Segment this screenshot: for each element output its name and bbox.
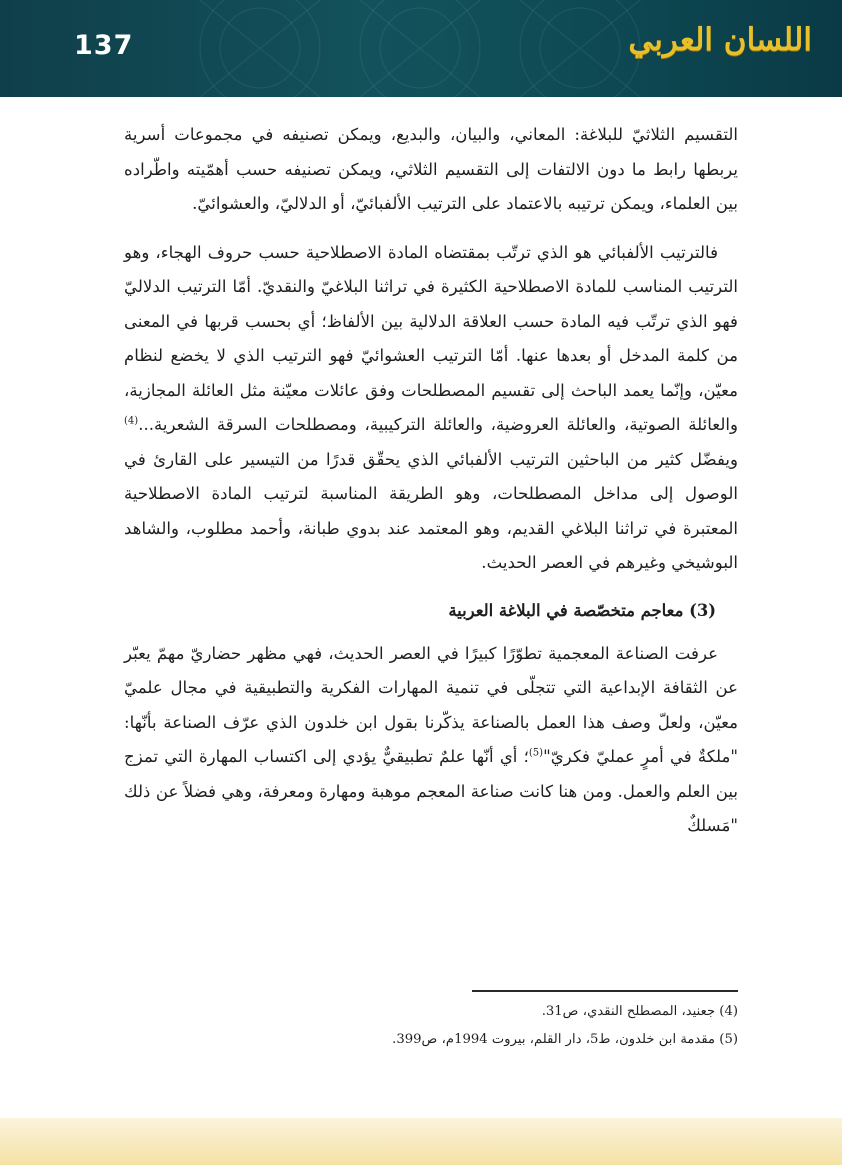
paragraph-lexicography-cont: ؛ أي أنّها علمٌ تطبيقيٌّ يؤدي إلى اكتساب المهارة التي تمزج بين العلم والعمل. ومن هنا كانت صناعة المعجم موهبة ومهارة ومعرفة، وهي فضلاً عن ذلك "مَسلكٌ [124,747,738,835]
footnote-4: (4) جعنيد، المصطلح النقدي، ص31. [541,1004,738,1019]
paragraph-lexicography-text: عرفت الصناعة المعجمية تطوّرًا كبيرًا في العصر الحديث، فهي مظهر حضاريّ مهمّ يعبّر عن الثقافة الإبداعية التي تتجلّى في تنمية المهارات الفكرية والتطبيقية في مجال علميّ معيّن، ولعلّ وصف هذا العمل بالصناعة يذكّرنا بقول ابن خلدون الذي عرّف الصناعة بأنّها: "ملكةٌ في أمرٍ عمليّ فكريّ" [124,643,738,766]
paragraph-ordering-text: فالترتيب الألفبائي هو الذي ترتّب بمقتضاه المادة الاصطلاحية حسب حروف الهجاء، وهو الترتيب المناسب للمادة الاصطلاحية الكثيرة في تراثنا البلاغيّ والنقديّ. أمّا الترتيب الدلاليّ فهو الذي ترتّب فيه المادة حسب العلاقة الدلالية بين الألفاظ؛ أي بحسب قربها في المعنى من كلمة المدخل أو بعدها عنها. أمّا الترتيب العشوائيّ فهو الترتيب الذي لا يخضع لنظام معيّن، وإنّما يعمد الباحث إلى تقسيم المصطلحات وفق عائلات معيّنة مثل العائلة المجازية، والعائلة الصوتية، والعائلة العروضية، والعائلة التركيبية، ومصطلحات السرقة الشعرية... [124,242,738,434]
page-header [0,0,842,97]
footnote-divider [472,990,738,992]
page-body [124,118,738,858]
paragraph-ordering [124,236,738,581]
footnote-ref-4[interactable]: (4) [124,415,139,427]
paragraph-lexicography [124,637,738,844]
paragraph-ordering-cont: ويفضّل كثير من الباحثين الترتيب الألفبائي الذي يحقّق قدرًا من التيسير على القارئ في الوصول إلى مداخل المصطلحات، وهو الطريقة المناسبة لترتيب المادة الاصطلاحية المعتبرة في تراثنا البلاغي القديم، وهو المعتمد عند بدوي طبانة، وأحمد مطلوب، والشاهد البوشيخي وغيرهم في العصر الحديث. [124,449,738,572]
page-number: 137 [74,30,134,61]
section-heading: (3) معاجم متخصّصة في البلاغة العربية [448,600,716,620]
footnotes [124,998,738,1054]
page-footer-band [0,1118,842,1165]
footnote-5: (5) مقدمة ابن خلدون، ط5، دار القلم، بيروت 1994م، ص399. [392,1032,738,1047]
journal-logo: اللسان العربي [628,22,812,58]
paragraph-classification: التقسيم الثلاثيّ للبلاغة: المعاني، والبيان، والبديع، ويمكن تصنيفه في مجموعات أسرية يربطها رابط ما دون الالتفات إلى التقسيم الثلاثي، ويمكن تصنيفه حسب أهمّيته واطّراده بين العلماء، ويمكن ترتيبه بالاعتماد على الترتيب الألفبائيّ، أو الدلاليّ، والعشوائيّ. [124,125,738,213]
footnote-ref-5[interactable]: (5) [528,747,544,759]
